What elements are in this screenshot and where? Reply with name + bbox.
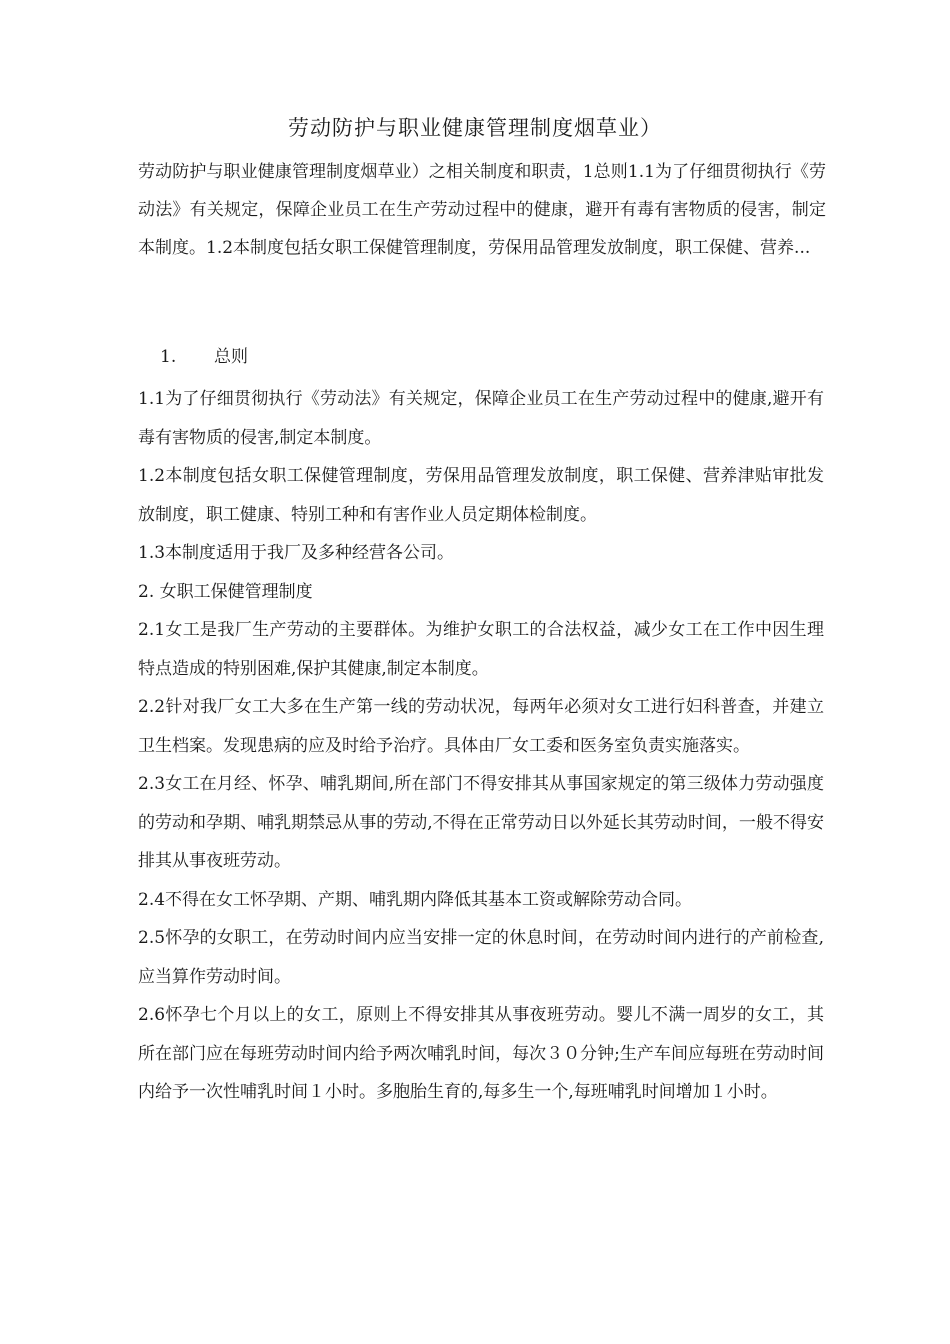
- section-title: 总则: [214, 347, 248, 367]
- paragraph-2-4: 2.4不得在女工怀孕期、产期、哺乳期内降低其基本工资或解除劳动合同。: [138, 889, 693, 910]
- paragraph-2-5: 2.5怀孕的女职工，在劳动时间内应当安排一定的休息时间，在劳动时间内进行的产前检查,应当算作劳动时间。: [138, 928, 824, 987]
- paragraph-2-2: 2.2针对我厂女工大多在生产第一线的劳动状况，每两年必须对女工进行妇科普查，并建立卫生档案。发现患病的应及时给予治疗。具体由厂女工委和医务室负责实施落实。: [138, 697, 824, 756]
- document-summary: 劳动防护与职业健康管理制度烟草业）之相关制度和职责，1总则1.1为了仔细贯彻执行《劳动法》有关规定，保障企业员工在生产劳动过程中的健康，避开有毒有害物质的侵害，制定本制度。1.2本制度包括女职工保健管理制度，劳保用品管理发放制度，职工保健、营养...: [138, 162, 826, 258]
- paragraph-2-3: 2.3女工在月经、怀孕、哺乳期间,所在部门不得安排其从事国家规定的第三级体力劳动强度的劳动和孕期、哺乳期禁忌从事的劳动,不得在正常劳动日以外延长其劳动时间，一般不得安排其从事夜班劳动。: [138, 774, 824, 871]
- paragraph-1-1: 1.1为了仔细贯彻执行《劳动法》有关规定，保障企业员工在生产劳动过程中的健康,避开有毒有害物质的侵害,制定本制度。: [138, 389, 824, 448]
- section-heading-female-health: 2. 女职工保健管理制度: [138, 581, 313, 602]
- section-number: 1.: [160, 347, 177, 367]
- document-title: 劳动防护与职业健康管理制度烟草业）: [288, 116, 662, 140]
- section-heading-general: [160, 343, 248, 371]
- paragraph-2-6: 2.6怀孕七个月以上的女工，原则上不得安排其从事夜班劳动。婴儿不满一周岁的女工，其所在部门应在每班劳动时间内给予两次哺乳时间，每次３０分钟;生产车间应每班在劳动时间内给予一次性哺乳时间１小时。多胞胎生育的,每多生一个,每班哺乳时间增加１小时。: [138, 1005, 824, 1102]
- document-body: [138, 380, 824, 1112]
- paragraph-1-3: 1.3本制度适用于我厂及多种经营各公司。: [138, 543, 455, 563]
- paragraph-2-1: 2.1女工是我厂生产劳动的主要群体。为维护女职工的合法权益，减少女工在工作中因生理特点造成的特别困难,保护其健康,制定本制度。: [138, 620, 824, 679]
- paragraph-1-2: 1.2本制度包括女职工保健管理制度，劳保用品管理发放制度，职工保健、营养津贴审批发放制度，职工健康、特别工种和有害作业人员定期体检制度。: [138, 466, 824, 525]
